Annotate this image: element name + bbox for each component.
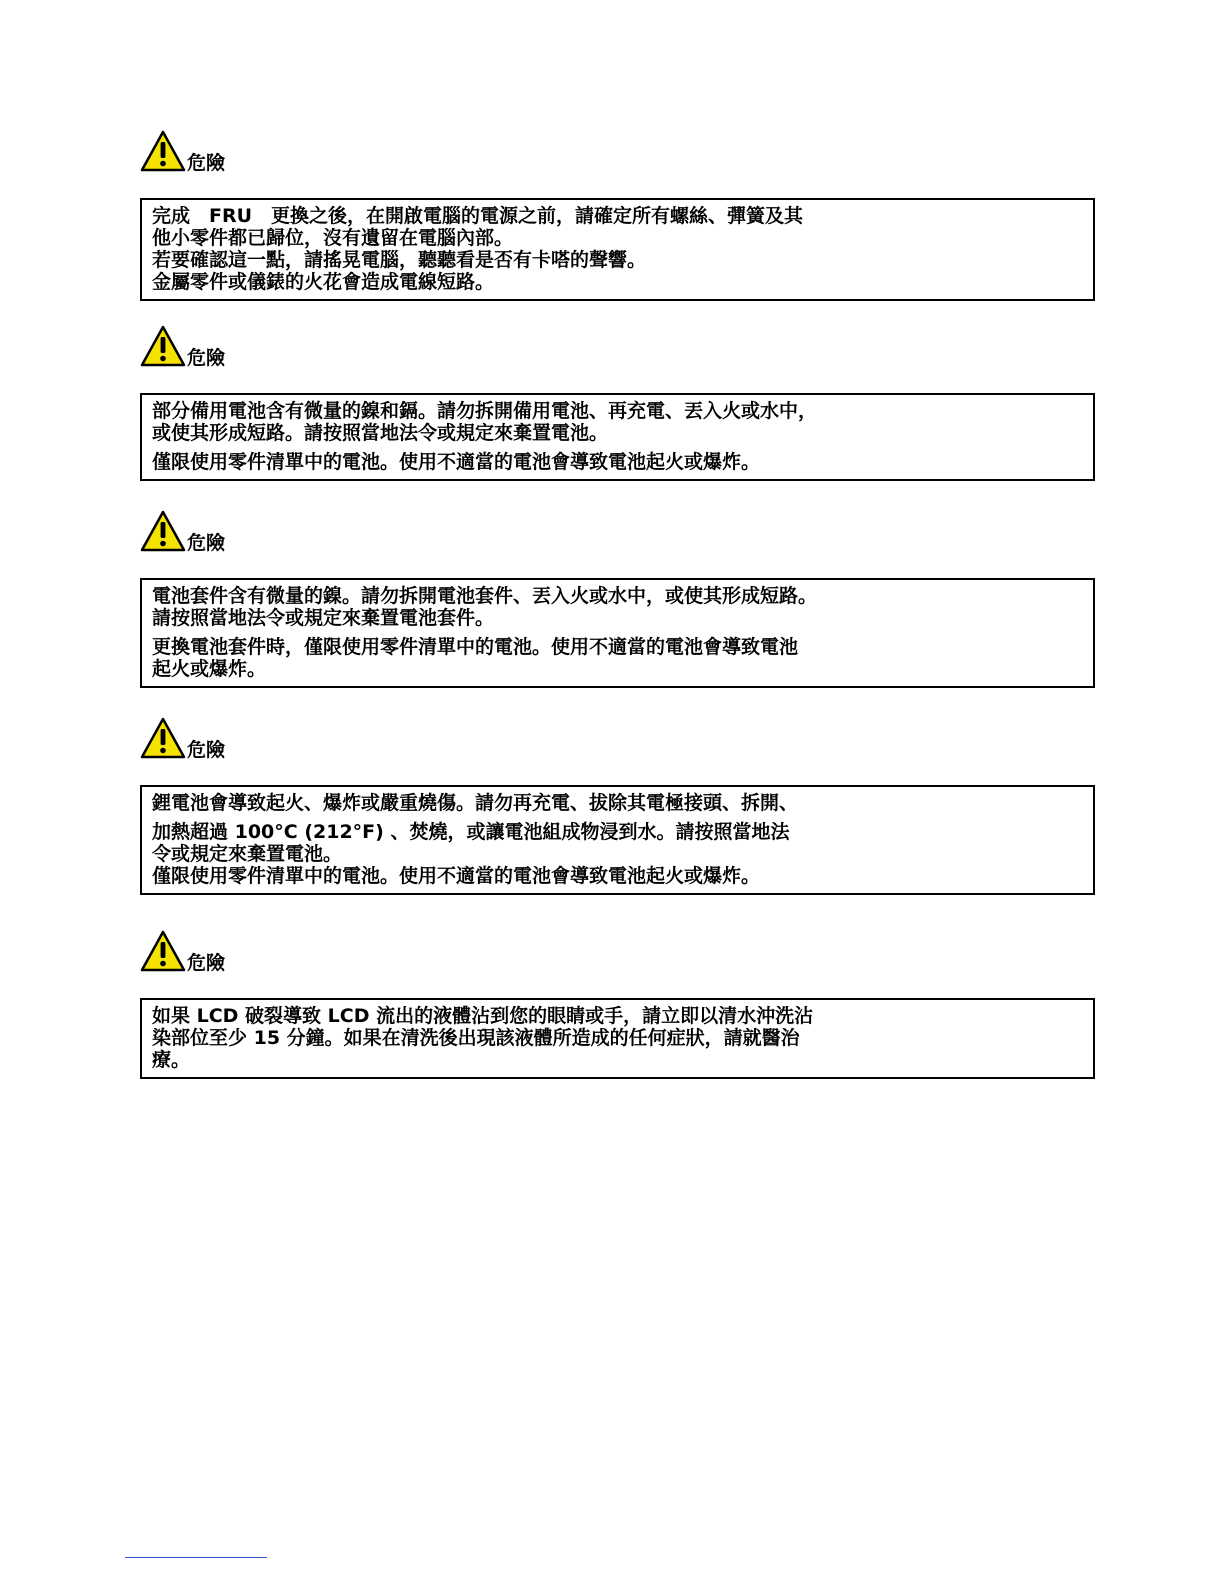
- notice-box: [140, 393, 1095, 481]
- notice-box: [140, 998, 1095, 1079]
- danger-notice: [140, 510, 1095, 688]
- notice-line: 或使其形成短路。請按照當地法令或規定來棄置電池。: [152, 422, 609, 444]
- notice-paragraph: [152, 451, 1083, 473]
- notice-line: 他小零件都已歸位，沒有遺留在電腦內部。: [152, 227, 514, 249]
- notice-paragraph: [152, 400, 1083, 444]
- notice-line: 染部位至少 15 分鐘。如果在清洗後出現該液體所造成的任何症狀，請就醫治: [152, 1027, 800, 1049]
- danger-notice: [140, 325, 1095, 481]
- danger-heading: 危險: [187, 347, 226, 369]
- warning-triangle-icon: [140, 717, 186, 759]
- warning-triangle-icon: [140, 510, 186, 552]
- notice-line: 金屬零件或儀錶的火花會造成電線短路。: [152, 271, 495, 293]
- notice-line: 加熱超過 100°C (212°F) 、焚燒，或讓電池組成物浸到水。請按照當地法: [152, 821, 790, 843]
- notice-line: 如果 LCD 破裂導致 LCD 流出的液體沾到您的眼睛或手，請立即以清水沖洗沾: [152, 1005, 814, 1027]
- notice-paragraph: [152, 821, 1083, 887]
- danger-header: [140, 130, 1095, 190]
- notice-line: 起火或爆炸。: [152, 658, 267, 680]
- danger-header: [140, 717, 1095, 777]
- danger-notice: [140, 717, 1095, 895]
- notice-line: 療。: [152, 1049, 191, 1071]
- notice-paragraph: [152, 205, 1083, 293]
- warning-triangle-icon: [140, 930, 186, 972]
- notice-line: 鋰電池會導致起火、爆炸或嚴重燒傷。請勿再充電、拔除其電極接頭、拆開、: [152, 792, 799, 814]
- warning-triangle-icon: [140, 130, 186, 172]
- danger-header: [140, 930, 1095, 990]
- footnote-divider: [125, 1557, 267, 1558]
- notice-line: 完成 FRU 更換之後，在開啟電腦的電源之前，請確定所有螺絲、彈簧及其: [152, 205, 804, 227]
- danger-notice: [140, 130, 1095, 301]
- danger-heading: 危險: [187, 952, 226, 974]
- notice-box: [140, 785, 1095, 895]
- danger-notice: [140, 930, 1095, 1079]
- notice-line: 部分備用電池含有微量的鎳和鎘。請勿拆開備用電池、再充電、丟入火或水中，: [152, 400, 818, 422]
- notice-box: [140, 578, 1095, 688]
- danger-header: [140, 510, 1095, 570]
- notice-line: 僅限使用零件清單中的電池。使用不適當的電池會導致電池起火或爆炸。: [152, 865, 761, 887]
- notice-paragraph: [152, 636, 1083, 680]
- notice-line: 令或規定來棄置電池。: [152, 843, 343, 865]
- notice-paragraph: [152, 585, 1083, 629]
- notice-line: 更換電池套件時，僅限使用零件清單中的電池。使用不適當的電池會導致電池: [152, 636, 799, 658]
- notice-line: 若要確認這一點，請搖晃電腦，聽聽看是否有卡嗒的聲響。: [152, 249, 647, 271]
- danger-heading: 危險: [187, 739, 226, 761]
- danger-header: [140, 325, 1095, 385]
- notice-line: 僅限使用零件清單中的電池。使用不適當的電池會導致電池起火或爆炸。: [152, 451, 761, 473]
- notice-line: 電池套件含有微量的鎳。請勿拆開電池套件、丟入火或水中，或使其形成短路。: [152, 585, 818, 607]
- warning-triangle-icon: [140, 325, 186, 367]
- notice-line: 請按照當地法令或規定來棄置電池套件。: [152, 607, 495, 629]
- danger-heading: 危險: [187, 152, 226, 174]
- notice-box: [140, 198, 1095, 301]
- notice-paragraph: [152, 792, 1083, 814]
- notice-paragraph: [152, 1005, 1083, 1071]
- danger-heading: 危險: [187, 532, 226, 554]
